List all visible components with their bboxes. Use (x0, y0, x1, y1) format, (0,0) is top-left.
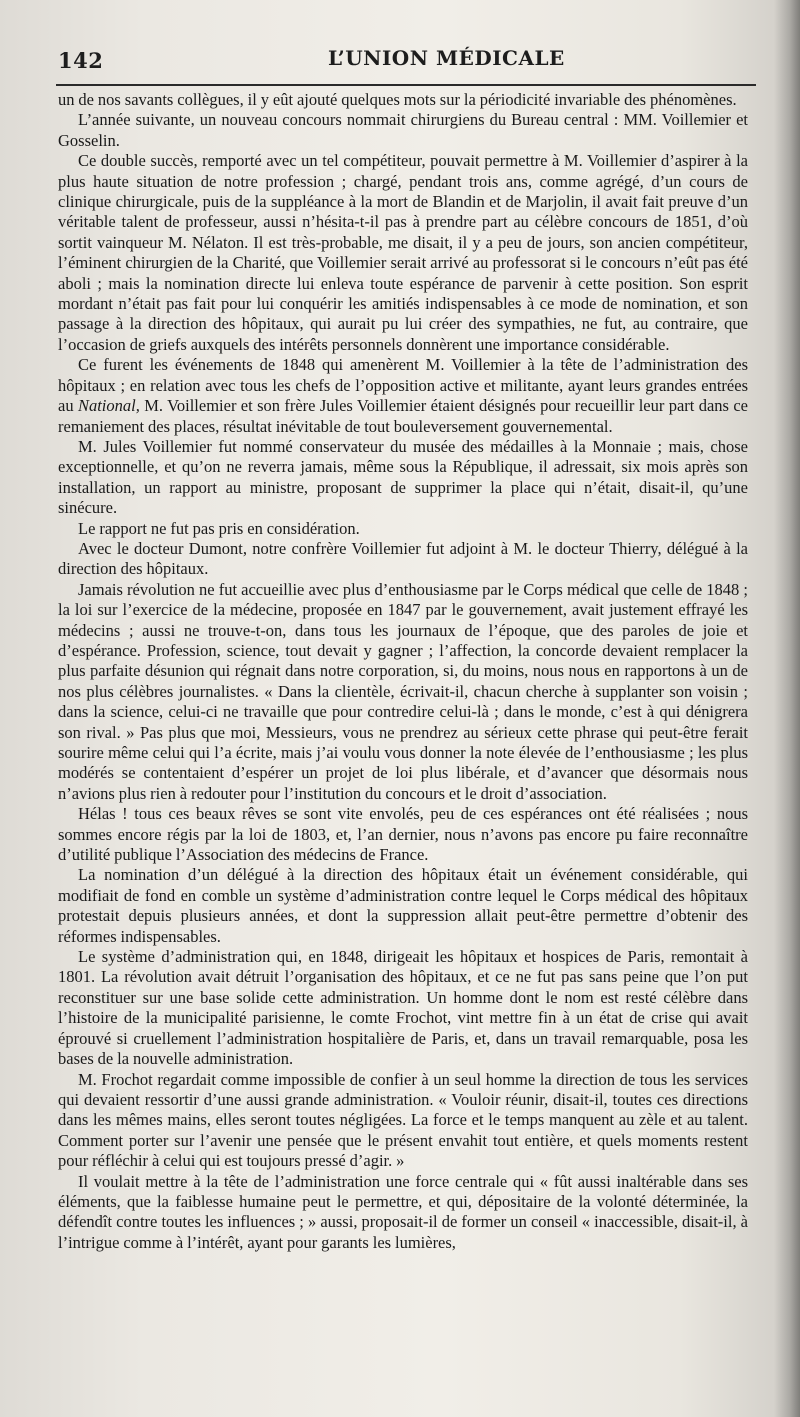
paragraph: M. Jules Voillemier fut nommé conservateur du musée des médailles à la Monnaie ; mais, chose exceptionnelle, et qu’on ne reverra jamais, même sous la République, il adressait, six mois après son installation, un rapport au ministre, proposant de supprimer la place qui n’était, disait-il, qu’une sinécure. (58, 436, 748, 518)
paragraph-text: Ce furent les événements de 1848 qui amenèrent M. Voillemier à la tête de l’administration des hôpitaux ; en relation avec tous les chefs de l’opposition active et militante, ayant leurs grandes entrées au (58, 355, 748, 416)
body-text (58, 90, 748, 1253)
paragraph: Le rapport ne fut pas pris en considération. (78, 518, 360, 538)
page-header (58, 46, 748, 76)
paragraph: La nomination d’un délégué à la direction des hôpitaux était un événement considérable, qui modifiait de fond en comble un système d’administration contre lequel le Corps médical des hôpitaux protestait depuis plusieurs années, et dont la suppression allait peut-être permettre d’obtenir des réformes indispensables. (58, 865, 748, 946)
header-rule (56, 84, 756, 86)
paragraph: L’année suivante, un nouveau concours nommait chirurgiens du Bureau central : MM. Voillemier et Gosselin. (58, 110, 748, 150)
paragraph: Ce double succès, remporté avec un tel compétiteur, pouvait permettre à M. Voillemier d’aspirer à la plus haute situation de notre profession ; chargé, pendant trois ans, comme agrégé, d’un cours de clinique chirurgicale, puis de la suppléance à la mort de Blandin et de Marjolin, il avait fait preuve d’un véritable talent de professeur, aussi n’hésita-t-il pas à prendre part au célèbre concours de 1851, d’où sortit vainqueur M. Nélaton. Il est très-probable, me disait, il y a peu de jours, son ancien compétiteur, l’éminent chirurgien de la Charité, que Voillemier serait arrivé au professorat si le concours n’eût pas été aboli ; mais la nomination directe lui enleva toute espérance de parvenir à cette position. Son esprit mordant n’était pas fait pour lui conquérir les amitiés indispensables à ce mode de nomination, et son passage à la direction des hôpitaux, qui aurait pu lui créer des sympathies, ne fut, au contraire, que l’occasion de griefs auxquels des intérêts personnels donnèrent une importance considérable. (58, 151, 748, 354)
paragraph-text: M. Voillemier et son frère Jules Voillemier étaient désignés pour recueillir leur part dans ce remaniement des places, résultat inévitable de tout bouleversement gouvernemental. (58, 396, 748, 436)
paragraph: Jamais révolution ne fut accueillie avec plus d’enthousiasme par le Corps médical que celle de 1848 ; la loi sur l’exercice de la médecine, proposée en 1847 par le gouvernement, avait justement effrayé les médecins ; aussi ne trouve-t-on, dans tous les journaux de l’époque, que des paroles de joie et d’espérance. Profession, science, tout devait y gagner ; l’affection, la concorde devaient remplacer la plus parfaite désunion qui régnait dans notre corporation, si, du moins, nous nous en rapportons à un de nos plus célèbres journalistes. « Dans la clientèle, écrivait-il, chacun cherche à supplanter son voisin ; dans la science, celui-ci ne travaille que pour contredire celui-là ; dans le monde, c’est à qui dénigrera son rival. » Pas plus que moi, Messieurs, vous ne prendrez au sérieux cette phrase qui peut-être ferait sourire même celui qui l’a écrite, mais j’ai voulu vous donner la note élevée de l’enthousiasme ; les plus modérés se contentaient d’espérer un projet de loi plus libérale, et d’avancer que désormais nous n’avions plus rien à redouter pour l’institution du concours et le droit d’association. (58, 579, 748, 803)
paragraph: M. Frochot regardait comme impossible de confier à un seul homme la direction de tous les services qui devaient ressortir d’une aussi grande administration. « Vouloir réunir, disait-il, toutes ces directions dans les mêmes mains, elles seront toutes négligées. La force et le temps manquent au zèle et au talent. Comment porter sur l’avenir une pensée que le présent envahit tout entière, et quels moments restent pour réfléchir à celui qui est toujours pressé d’agir. » (58, 1069, 748, 1171)
paragraph: un de nos savants collègues, il y eût ajouté quelques mots sur la périodicité invariable des phénomènes. (58, 90, 737, 109)
journal-name: National, (77, 396, 140, 416)
paragraph: Avec le docteur Dumont, notre confrère Voillemier fut adjoint à M. le docteur Thierry, délégué à la direction des hôpitaux. (58, 538, 748, 579)
page-edge-shadow (774, 0, 800, 1417)
running-title: L’UNION MÉDICALE (328, 46, 565, 70)
paragraph (58, 355, 748, 437)
paragraph: Hélas ! tous ces beaux rêves se sont vite envolés, peu de ces espérances ont été réalisées ; nous sommes encore régis par la loi de 1803, et, l’an dernier, nous n’avons pas encore pu faire reconnaître d’utilité publique l’Association des médecins de France. (58, 804, 748, 865)
paragraph: Le système d’administration qui, en 1848, dirigeait les hôpitaux et hospices de Paris, remontait à 1801. La révolution avait détruit l’organisation des hôpitaux, et ce ne fut pas sans peine que l’on put reconstituer sur une base solide cette administration. Un homme dont le nom est resté célèbre dans l’histoire de la municipalité parisienne, le comte Frochot, vint mettre fin à un état de crise qui avait éprouvé si cruellement l’administration hospitalière de Paris, et, dans un travail remarquable, posa les bases de la nouvelle administration. (58, 947, 748, 1069)
page-number: 142 (58, 48, 104, 73)
paragraph: Il voulait mettre à la tête de l’administration une force centrale qui « fût aussi inaltérable dans ses éléments, que la faiblesse humaine peut le permettre, et qui, dépositaire de la volonté déterminée, la défendît contre toutes les influences ; » aussi, proposait-il de former un conseil « inaccessible, disait-il, à l’intrigue comme à l’intérêt, ayant pour garants les lumières, (58, 1171, 748, 1252)
